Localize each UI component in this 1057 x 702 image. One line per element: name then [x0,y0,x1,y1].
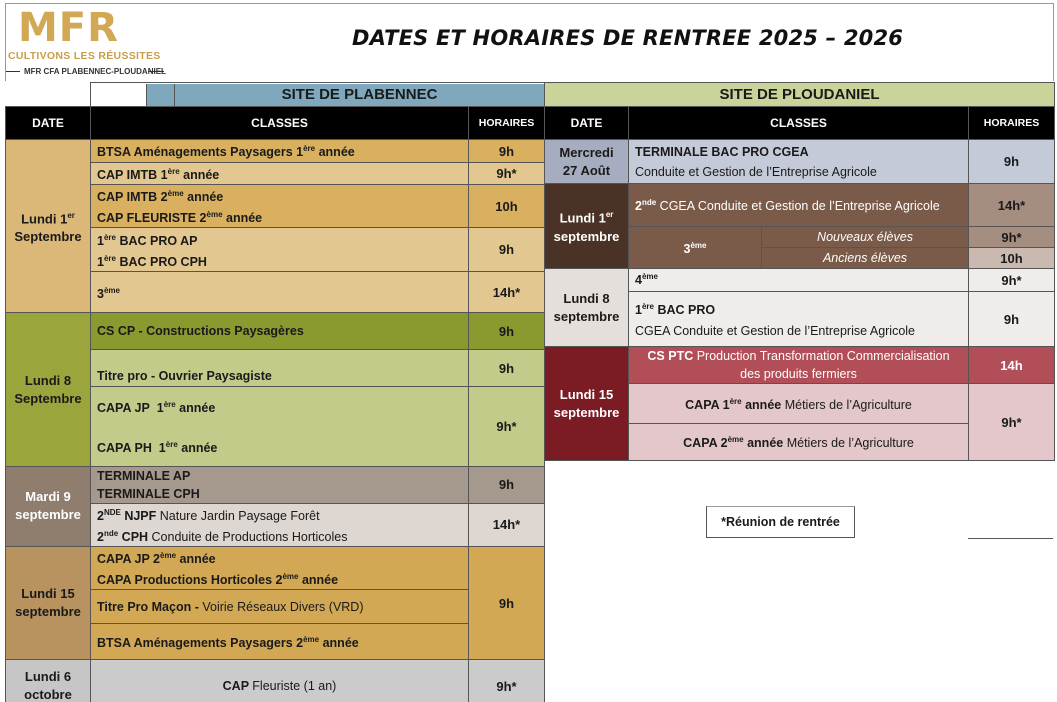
class-cell: 2nde CGEA Conduite et Gestion de l’Entreprise Agricole [629,184,969,227]
class-cell: CAPA 2ème année Métiers de l’Agriculture [629,424,969,461]
site-plabennec-title: SITE DE PLABENNEC [175,84,544,106]
class-cell: 3ème [629,227,762,269]
time-cell: 9h [969,140,1055,184]
logo-divider [148,71,164,72]
date-cell: Mercredi 27 Août [545,140,629,184]
col-classes: CLASSES [91,107,469,140]
sub-class-cell: Nouveaux élèves [762,227,969,248]
col-date: DATE [6,107,91,140]
time-cell: 10h [469,185,545,228]
time-cell: 9h [469,466,545,503]
time-cell: 9h [469,228,545,272]
class-cell: CAPA 1ère année Métiers de l’Agriculture [629,384,969,424]
time-cell: 14h* [469,272,545,313]
sub-class-cell: Anciens élèves [762,248,969,269]
time-cell: 9h [469,547,545,660]
plabennec-table [5,82,545,702]
date-cell: Lundi 15 septembre [545,347,629,461]
date-cell: Lundi 8 septembre [545,269,629,347]
date-cell: Lundi 15 septembre [6,547,91,660]
time-cell: 9h [469,140,545,163]
spacer [6,83,91,107]
class-cell: CAPA JP 1ère année CAPA PH 1ère année [91,387,469,466]
class-cell: CAP IMTB 1ère année [91,163,469,185]
col-horaires: HORAIRES [969,107,1055,140]
class-cell: CAP Fleuriste (1 an) [91,660,469,702]
time-cell: 9h* [469,387,545,466]
time-cell: 14h* [469,503,545,546]
time-cell: 9h* [469,660,545,702]
col-date: DATE [545,107,629,140]
time-cell: 9h [969,292,1055,347]
site-ploudaniel-title: SITE DE PLOUDANIEL [545,83,1055,107]
date-cell: Lundi 6 octobre [6,660,91,702]
date-cell: Mardi 9 septembre [6,466,91,546]
class-cell: Titre Pro Maçon - Voirie Réseaux Divers (VRD) [91,590,469,624]
date-cell: Lundi 1er Septembre [6,140,91,313]
logo-divider [6,71,20,72]
time-cell: 14h [969,347,1055,384]
col-horaires: HORAIRES [469,107,545,140]
class-cell: 1ère BAC PRO CGEA Conduite et Gestion de l’Entreprise Agricole [629,292,969,347]
class-cell: CS PTC Production Transformation Commercialisation des produits fermiers [629,347,969,384]
col-classes: CLASSES [629,107,969,140]
class-cell: CAP IMTB 2ème année CAP FLEURISTE 2ème année [91,185,469,228]
class-cell: 2NDE NJPF Nature Jardin Paysage Forêt 2nde CPH Conduite de Productions Horticoles [91,503,469,546]
class-cell: BTSA Aménagements Paysagers 1ère année [91,140,469,163]
time-cell: 9h* [969,384,1055,461]
class-cell: Titre pro - Ouvrier Paysagiste [91,350,469,387]
time-cell: 9h* [969,227,1055,248]
logo: MFR [18,5,119,51]
site-header-plabennec [91,83,545,107]
time-cell: 9h* [469,163,545,185]
class-cell: TERMINALE BAC PRO CGEA Conduite et Gestion de l’Entreprise Agricole [629,140,969,184]
time-cell: 14h* [969,184,1055,227]
class-cell: 4ème [629,269,969,292]
note-box: *Réunion de rentrée [706,506,855,538]
logo-subtitle: MFR CFA PLABENNEC-PLOUDANIEL [24,67,166,76]
time-cell: 10h [969,248,1055,269]
divider-line [968,538,1053,539]
ploudaniel-table [544,82,1055,461]
class-cell: 1ère BAC PRO AP 1ère BAC PRO CPH [91,228,469,272]
class-cell: 3ème [91,272,469,313]
date-cell: Lundi 8 Septembre [6,313,91,466]
class-cell: CAPA JP 2ème année CAPA Productions Horticoles 2ème année [91,547,469,590]
time-cell: 9h [469,350,545,387]
class-cell: CS CP - Constructions Paysagères [91,313,469,350]
class-cell: BTSA Aménagements Paysagers 2ème année [91,624,469,660]
page-title: DATES ET HORAIRES DE RENTREE 2025 – 2026 [352,26,904,50]
time-cell: 9h* [969,269,1055,292]
logo-tagline: CULTIVONS LES RÉUSSITES [8,50,161,62]
time-cell: 9h [469,313,545,350]
class-cell: TERMINALE AP TERMINALE CPH [91,466,469,503]
date-cell: Lundi 1er septembre [545,184,629,269]
